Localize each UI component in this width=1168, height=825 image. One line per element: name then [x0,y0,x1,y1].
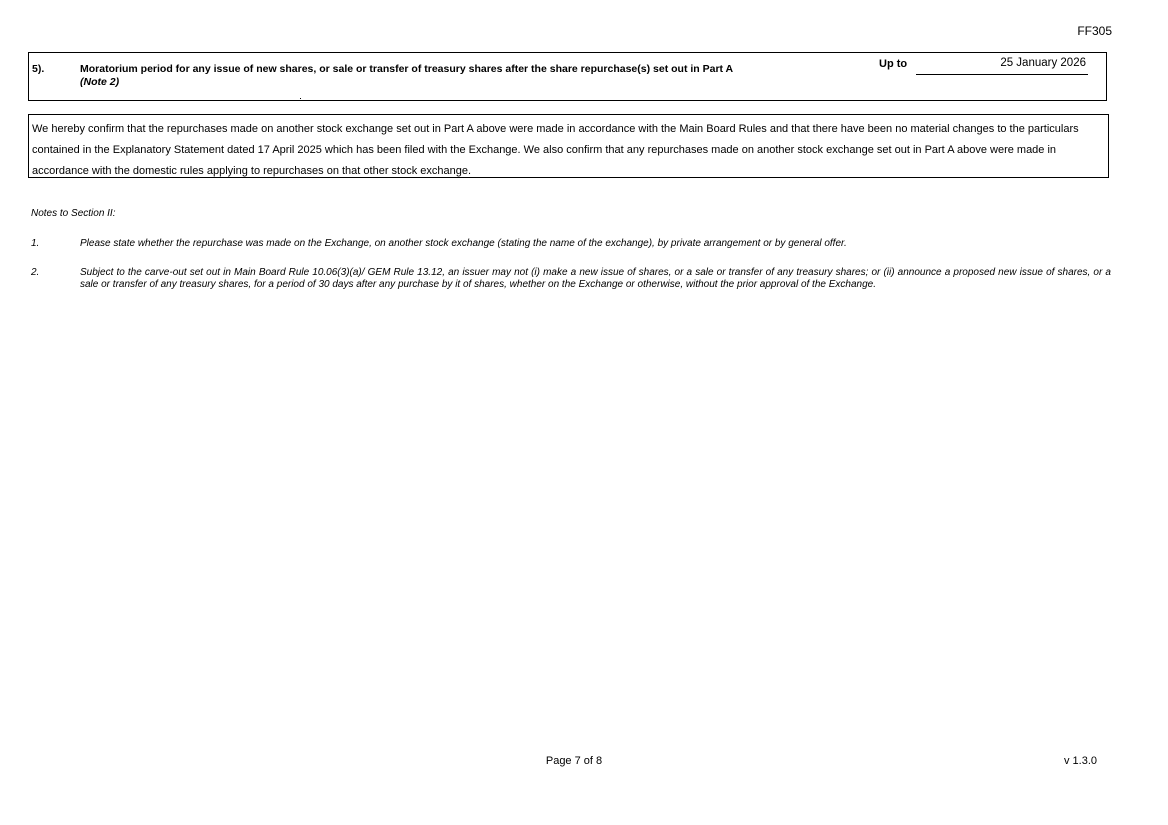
note-reference: (Note 2) [80,76,120,88]
section-5-box [28,52,1107,101]
section-title-text: Moratorium period for any issue of new shares, or sale or transfer of treasury shares after the share repurchase(s) set out in Part A [80,63,734,75]
up-to-label: Up to [879,58,908,70]
note-number: 1. [31,238,40,249]
note-item [31,267,1111,290]
notes-heading: Notes to Section II: [31,208,116,219]
stray-dot [300,98,301,99]
note-item [31,238,1111,250]
version-label: v 1.3.0 [1063,755,1097,767]
section-number: 5). [32,63,45,75]
note-number: 2. [31,267,40,278]
confirmation-text: We hereby confirm that the repurchases made on another stock exchange set out in Part A above were made in accordance with the Main Board Rules and that there have been no material changes to the particulars contained in the Explanatory Statement dated 17 April 2025 which has been filed with the Exchange. We also confirm that any repurchases made on another stock exchange set out in Part A above were made in accordance with the domestic rules applying to repurchases on that other stock exchange. [32,123,1079,177]
section-title [80,63,880,89]
up-to-date-field[interactable]: 25 January 2026 [916,57,1088,75]
note-text: Subject to the carve-out set out in Main Board Rule 10.06(3)(a)/ GEM Rule 13.12, an issuer may not (i) make a new issue of shares, or a sale or transfer of any treasury shares; or (ii) announce a proposed new issue of shares, or a sale or transfer of any treasury shares, for a period of 30 days after any purchase by it of shares, whether on the Exchange or otherwise, without the prior approval of the Exchange. [80,267,1111,290]
form-code: FF305 [1077,24,1112,38]
page-number: Page 7 of 8 [545,755,603,767]
note-text: Please state whether the repurchase was made on the Exchange, on another stock exchange (stating the name of the exchange), by private arrangement or by general offer. [80,238,847,249]
confirmation-statement [28,114,1109,178]
